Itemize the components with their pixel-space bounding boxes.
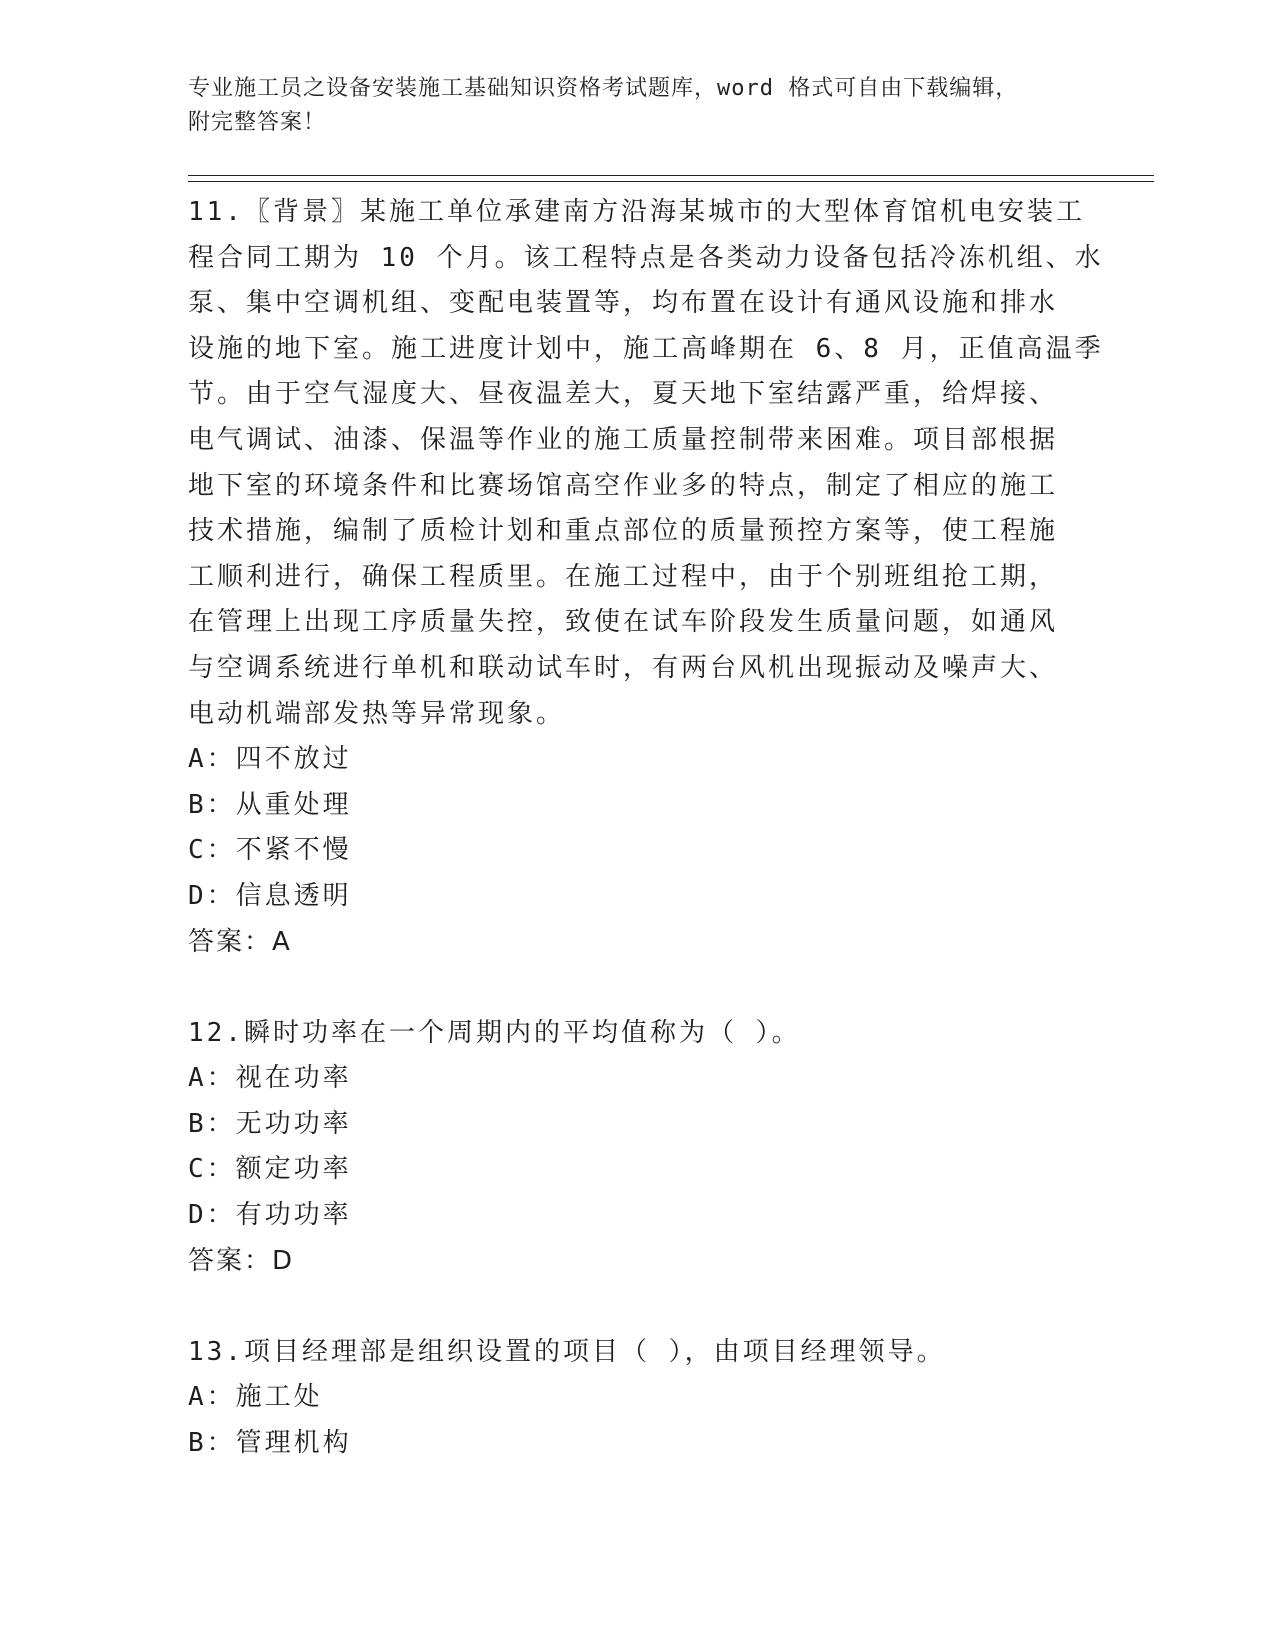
header-divider-bottom — [188, 181, 1154, 182]
question-text-line: 12.瞬时功率在一个周期内的平均值称为（ ）。 — [188, 1017, 801, 1048]
header-divider-top — [188, 175, 1154, 176]
option-a: A：视在功率 — [188, 1063, 352, 1094]
question-text-line: 13.项目经理部是组织设置的项目（ ），由项目经理领导。 — [188, 1336, 946, 1367]
question-text-line: 地下室的环境条件和比赛场馆高空作业多的特点，制定了相应的施工 — [188, 470, 1059, 501]
question-12 — [188, 1011, 1088, 1285]
question-spacer — [188, 1284, 1088, 1330]
question-text-line: 与空调系统进行单机和联动试车时，有两台风机出现振动及噪声大、 — [188, 652, 1059, 683]
question-text-line: 在管理上出现工序质量失控，致使在试车阶段发生质量问题，如通风 — [188, 607, 1059, 638]
question-text-line: 程合同工期为 10 个月。该工程特点是各类动力设备包括冷冻机组、水 — [188, 242, 1104, 273]
question-text-line: 电气调试、油漆、保温等作业的施工质量控制带来困难。项目部根据 — [188, 424, 1059, 455]
option-d: D：信息透明 — [188, 880, 352, 911]
answer-line: 答案：D — [188, 1245, 295, 1276]
question-text-line: 泵、集中空调机组、变配电装置等，均布置在设计有通风设施和排水 — [188, 288, 1059, 319]
document-header — [188, 72, 1088, 140]
header-line: 附完整答案！ — [188, 110, 327, 135]
header-line: 专业施工员之设备安装施工基础知识资格考试题库，word 格式可自由下载编辑， — [188, 76, 1019, 101]
option-c: C：不紧不慢 — [188, 835, 352, 866]
question-spacer — [188, 965, 1088, 1011]
question-text-line: 工顺利进行，确保工程质里。在施工过程中，由于个别班组抢工期， — [188, 561, 1059, 592]
question-text-line: 节。由于空气湿度大、昼夜温差大，夏天地下室结露严重，给焊接、 — [188, 379, 1059, 410]
question-text-line: 技术措施，编制了质检计划和重点部位的质量预控方案等，使工程施 — [188, 516, 1059, 547]
question-text-line: 电动机端部发热等异常现象。 — [188, 698, 566, 729]
question-13 — [188, 1330, 1088, 1467]
question-text-line: 11.〖背景〗某施工单位承建南方沿海某城市的大型体育馆机电安装工 — [188, 197, 1085, 227]
option-c: C：额定功率 — [188, 1154, 352, 1185]
question-text-line: 设施的地下室。施工进度计划中，施工高峰期在 6、8 月，正值高温季 — [188, 333, 1104, 364]
question-list — [188, 190, 1104, 1467]
question-11 — [188, 190, 1104, 965]
option-b: B：从重处理 — [188, 789, 352, 820]
option-a: A：四不放过 — [188, 744, 352, 775]
option-b: B：管理机构 — [188, 1428, 352, 1459]
option-b: B：无功功率 — [188, 1108, 352, 1139]
option-a: A：施工处 — [188, 1382, 323, 1413]
answer-line: 答案：A — [188, 926, 292, 957]
option-d: D：有功功率 — [188, 1200, 352, 1231]
